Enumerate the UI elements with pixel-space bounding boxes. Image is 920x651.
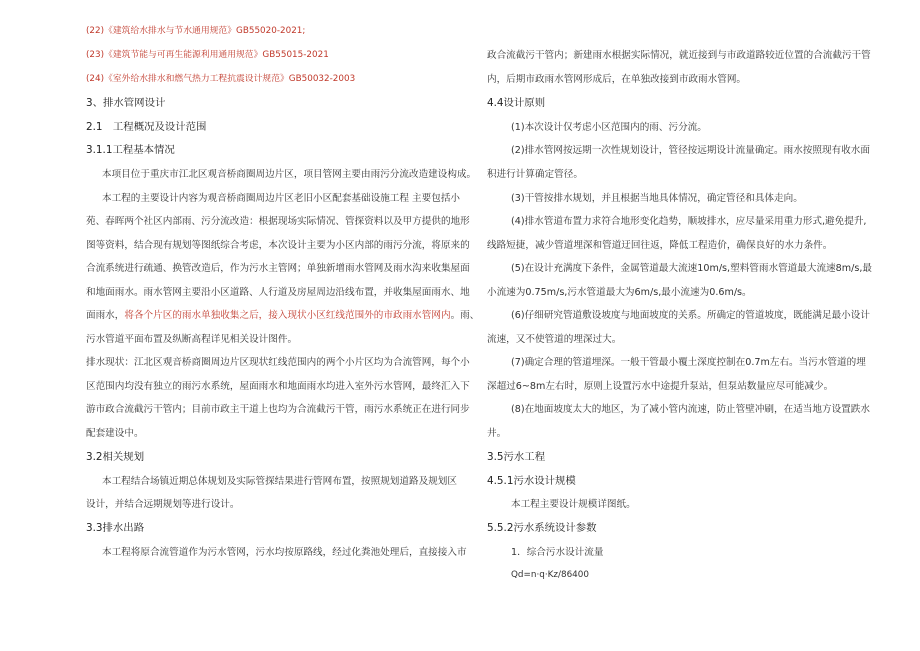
principle-item: (2)排水管网按远期一次性规划设计，管径按远期设计流量确定。雨水按照现有收水面 [511,145,870,156]
heading-4-5-1: 4.5.1污水设计规模 [487,475,576,487]
ref-23: (23)《建筑节能与可再生能源利用通用规范》GB55015-2021 [86,50,329,60]
paragraph-line: 设计，并结合远期规划等进行设计。 [86,499,240,510]
heading-4-4: 4.4设计原则 [487,97,546,109]
paragraph-line: 本工程主要设计规模详图纸。 [511,499,636,510]
principle-item: 流速，又不使管道的埋深过大。 [487,334,622,345]
heading-3-5: 3.5污水工程 [487,451,546,463]
principle-item: 井。 [487,428,507,439]
heading-3-1: 2.1 工程概况及设计范围 [86,121,207,133]
principle-item: (5)在设计充满度下条件，金属管道最大流速10m/s,塑料管雨水管道最大流速8m/s,最 [511,263,872,274]
formula: Qd=n·q·Kz/86400 [511,570,589,580]
paragraph-line: 合流系统进行疏通、换管改造后，作为污水主管网；单独新增雨水管网及雨水沟来收集屋面 [86,263,470,274]
principle-item: (4)排水管道布置力求符合地形变化趋势，顺坡排水，应尽量采用重力形式,避免提升, [511,216,867,227]
paragraph-line: 游市政合流截污干管内；目前市政主干道上也均为合流截污干管，雨污水系统正在进行同步 [86,404,470,415]
principle-item: 深超过6~8m左右时，原则上设置污水中途提升泵站，但泵站数量应尽可能减少。 [487,381,834,392]
paragraph-line: 配套建设中。 [86,428,144,439]
principle-item: 小流速为0.75m/s,污水管道最大为6m/s,最小流速为0.6m/s。 [487,287,752,298]
paragraph-line: 本工程将原合流管道作为污水管网，污水均按原路线，经过化粪池处理后，直接接入市 [102,547,467,558]
heading-5-5-2: 5.5.2污水系统设计参数 [487,522,597,534]
highlighted-text: 将各个片区的雨水单独收集之后，接入现状小区红线范围外的市政雨水管网内 [124,310,451,321]
principle-item: (1)本次设计仅考虑小区范围内的雨、污分流。 [511,122,707,133]
paragraph-text: 面雨水， [86,310,125,321]
paragraph-line: 本工程结合场镇近期总体规划及实际管探结果进行管网布置，按照规划道路及规划区 [102,476,457,487]
heading-3-1-1: 3.1.1工程基本情况 [86,144,175,156]
paragraph-line: 内，后期市政雨水管网形成后，在单独改接到市政雨水管网。 [487,74,747,85]
principle-item: (3)干管按排水规划，并且根据当地具体情况，确定管径和具体走向。 [511,193,803,204]
paragraph-line: 污水管道平面布置及纵断高程详见相关设计图件。 [86,334,298,345]
paragraph-line: 苑、春晖两个社区内部雨、污分流改造：根据现场实际情况、管探资料以及甲方提供的地形 [86,216,470,227]
paragraph-line: 排水现状：江北区观音桥商圈周边片区现状红线范围内的两个小片区均为合流管网，每个小 [86,357,470,368]
paragraph-line: 政合流截污干管内；新建雨水根据实际情况，就近接到与市政道路较近位置的合流截污干管 [487,50,871,61]
principle-item: (6)仔细研究管道敷设坡度与地面坡度的关系。所确定的管道坡度，既能满足最小设计 [511,310,870,321]
heading-3-2: 3.2相关规划 [86,451,145,463]
numbered-item: 1．综合污水设计流量 [511,547,604,558]
principle-item: (8)在地面坡度太大的地区，为了减小管内流速，防止管壁冲刷，在适当地方设置跌水 [511,404,870,415]
principle-item: (7)确定合理的管道埋深。一般干管最小覆土深度控制在0.7m左右。当污水管道的埋 [511,357,866,368]
principle-item: 积进行计算确定管径。 [487,169,583,180]
heading-3: 3、排水管网设计 [86,97,166,109]
ref-22: (22)《建筑给水排水与节水通用规范》GB55020-2021; [86,26,306,36]
paragraph-line: 区范围内均没有独立的雨污水系统，屋面雨水和地面雨水均进入室外污水管网，最终汇入下 [86,381,470,392]
paragraph-text: 。雨、 [450,310,480,321]
paragraph-line [86,309,479,322]
ref-24: (24)《室外给水排水和燃气热力工程抗震设计规范》GB50032-2003 [86,74,356,84]
paragraph-line: 图等资料，结合现有规划等图纸综合考虑，本次设计主要为小区内部的雨污分流，将原来的 [86,240,470,251]
principle-item: 线路短捷，减少管道埋深和管道迂回往返，降低工程造价，确保良好的水力条件。 [487,240,833,251]
paragraph-line: 和地面雨水。雨水管网主要沿小区道路、人行道及房屋周边沿线布置，并收集屋面雨水、地 [86,287,470,298]
paragraph-line: 本工程的主要设计内容为观音桥商圈周边片区老旧小区配套基础设施工程 主要包括小 [102,193,461,204]
heading-3-3: 3.3排水出路 [86,522,145,534]
paragraph-line: 本项目位于重庆市江北区观音桥商圈周边片区，项目管网主要由雨污分流改造建设构成。 [102,169,477,180]
